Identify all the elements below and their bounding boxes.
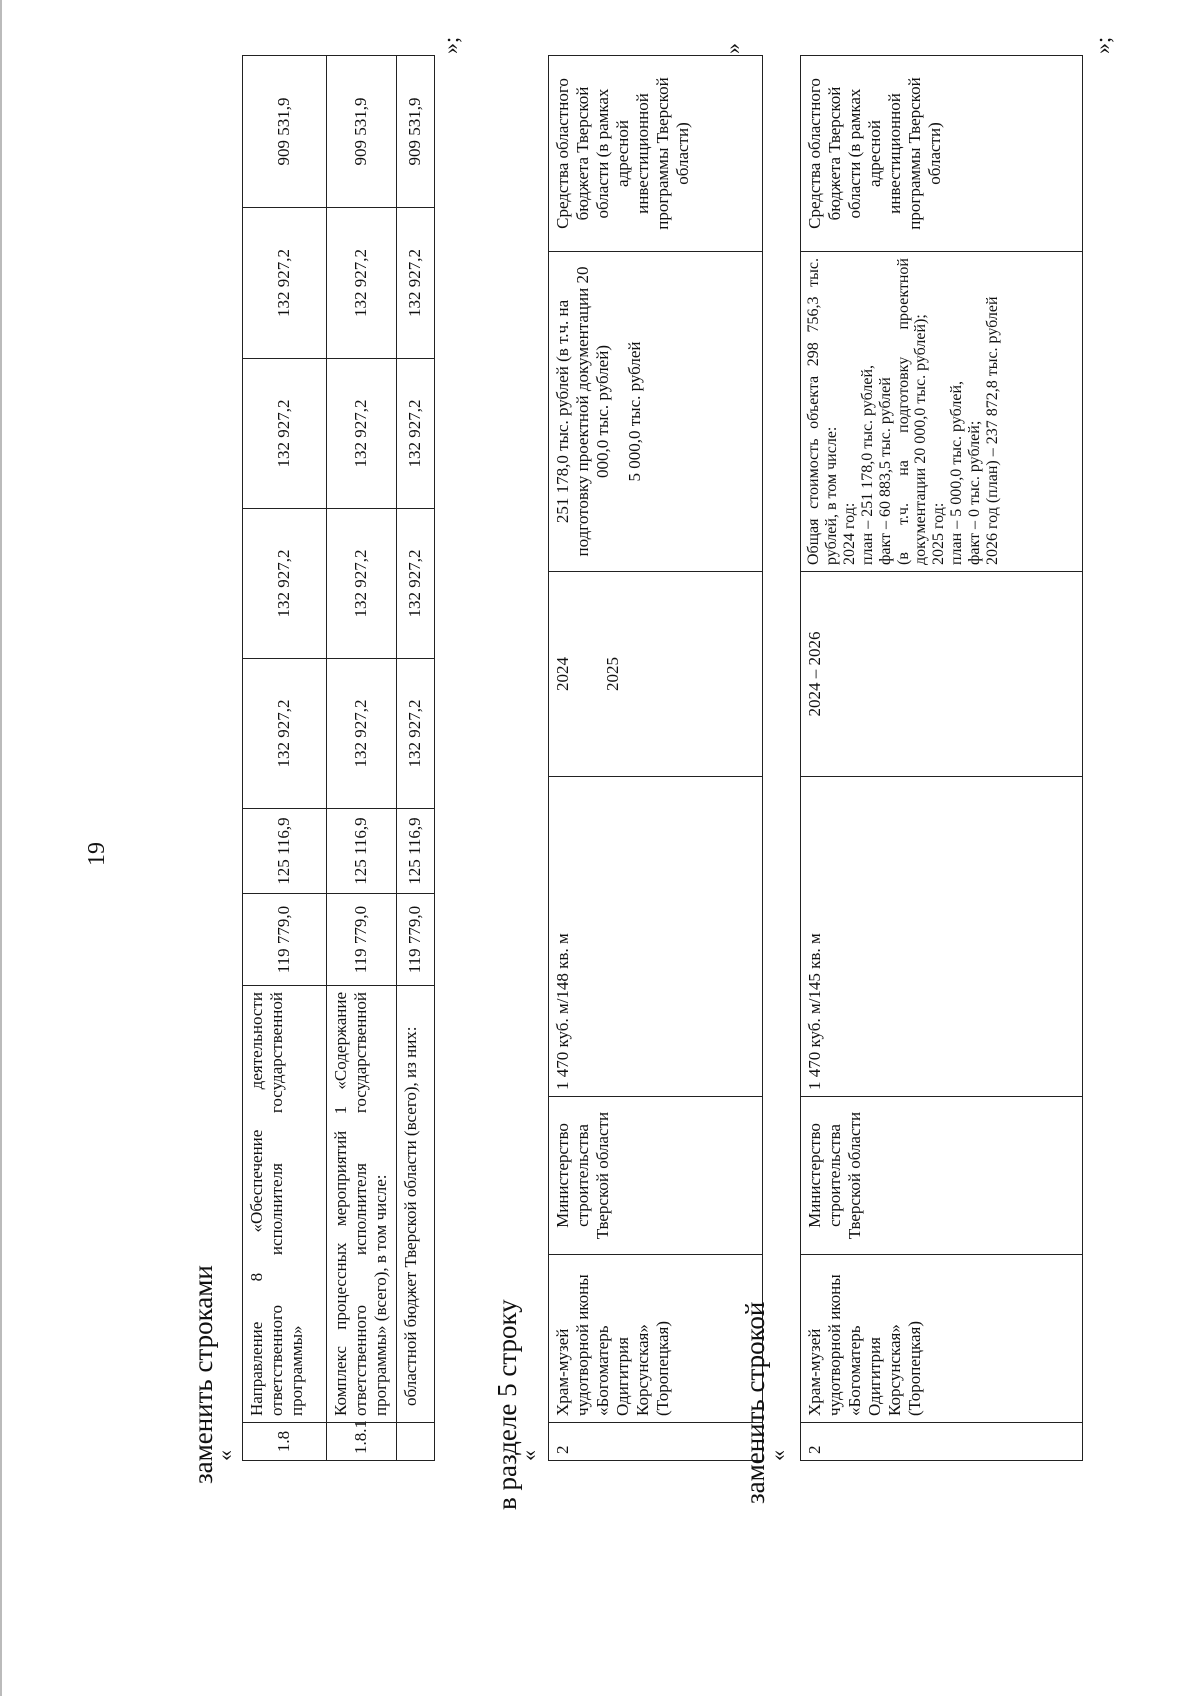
row-number: 1.8 bbox=[243, 1423, 327, 1461]
section1-open-quote: « bbox=[212, 1450, 237, 1461]
cost-breakdown bbox=[801, 252, 1083, 572]
value-cell: 119 779,0 bbox=[243, 894, 327, 986]
capacity: 1 470 куб. м/148 кв. м bbox=[549, 777, 763, 1097]
cost-line: 2025 год: bbox=[930, 502, 948, 565]
value-cell: 132 927,2 bbox=[327, 509, 397, 659]
cost-line: (в т.ч. на подготовку проектной документации 20 000,0 тыс. рублей); bbox=[894, 258, 930, 565]
cost-2024: 251 178,0 тыс. рублей (в т.ч. на подготовку проектной документации 20 000,0 тыс. рублей) bbox=[553, 266, 613, 557]
value-cell: 909 531,9 bbox=[243, 56, 327, 208]
section1-table bbox=[242, 55, 435, 1461]
funding-source: Средства областного бюджета Тверской области (в рамках адресной инвестиционной программы Тверской области) bbox=[549, 56, 763, 252]
value-cell: 132 927,2 bbox=[243, 359, 327, 509]
table-row bbox=[801, 56, 1083, 1461]
row-name: областной бюджет Тверской области (всего), из них: bbox=[397, 986, 435, 1423]
scan-edge bbox=[0, 0, 2, 1696]
section3-heading: заменить строкой bbox=[740, 1301, 770, 1504]
years-cell bbox=[549, 572, 763, 777]
row-number bbox=[397, 1423, 435, 1461]
row-number: 1.8.1 bbox=[327, 1423, 397, 1461]
table-row bbox=[397, 56, 435, 1461]
value-cell: 909 531,9 bbox=[327, 56, 397, 208]
value-cell: 132 927,2 bbox=[327, 208, 397, 359]
capacity: 1 470 куб. м/145 кв. м bbox=[801, 777, 1083, 1097]
customer: Министерство строительства Тверской области bbox=[549, 1097, 763, 1255]
section2-table bbox=[548, 55, 763, 1461]
table-row bbox=[243, 56, 327, 1461]
table-row bbox=[549, 56, 763, 1461]
value-cell: 125 116,9 bbox=[397, 809, 435, 894]
customer: Министерство строительства Тверской области bbox=[801, 1097, 1083, 1255]
section1-close-quote: »; bbox=[438, 36, 463, 54]
section2-heading: в разделе 5 строку bbox=[492, 1299, 522, 1510]
section1-heading: заменить строками bbox=[188, 1265, 218, 1484]
row-number: 2 bbox=[801, 1423, 1083, 1461]
cost-2025: 5 000,0 тыс. рублей bbox=[625, 341, 645, 482]
cost-line: 2024 год: bbox=[840, 502, 858, 565]
value-cell: 132 927,2 bbox=[397, 659, 435, 809]
value-cell: 119 779,0 bbox=[397, 894, 435, 986]
section3-open-quote: « bbox=[765, 1450, 790, 1461]
value-cell: 132 927,2 bbox=[243, 509, 327, 659]
section2-close-quote: » bbox=[720, 43, 745, 54]
value-cell: 119 779,0 bbox=[327, 894, 397, 986]
value-cell: 909 531,9 bbox=[397, 56, 435, 208]
value-cell: 132 927,2 bbox=[397, 359, 435, 509]
value-cell: 132 927,2 bbox=[327, 659, 397, 809]
value-cell: 125 116,9 bbox=[243, 809, 327, 894]
value-cell: 132 927,2 bbox=[243, 208, 327, 359]
row-name: Комплекс процессных мероприятий 1 «Содержание ответственного исполнителя государственной программы» (всего), в том числе: bbox=[327, 986, 397, 1423]
page-number: 19 bbox=[84, 842, 110, 866]
section2-open-quote: « bbox=[516, 1450, 541, 1461]
cost-line: план – 5 000,0 тыс. рублей, bbox=[948, 380, 966, 565]
value-cell: 132 927,2 bbox=[243, 659, 327, 809]
value-cell: 132 927,2 bbox=[327, 359, 397, 509]
row-number: 2 bbox=[549, 1423, 763, 1461]
table-row bbox=[327, 56, 397, 1461]
section3-close-quote: »; bbox=[1090, 36, 1115, 54]
cost-cell bbox=[549, 252, 763, 572]
cost-line: план – 251 178,0 тыс. рублей, bbox=[858, 364, 876, 565]
years: 2024 – 2026 bbox=[801, 572, 1083, 777]
object-name: Храм-музей чудотворной иконы «Богоматерь Одигитрия Корсунская» (Торопецкая) bbox=[549, 1255, 763, 1423]
value-cell: 125 116,9 bbox=[327, 809, 397, 894]
funding-source: Средства областного бюджета Тверской области (в рамках адресной инвестиционной программы Тверской области) bbox=[801, 56, 1083, 252]
value-cell: 132 927,2 bbox=[397, 208, 435, 359]
object-name: Храм-музей чудотворной иконы «Богоматерь Одигитрия Корсунская» (Торопецкая) bbox=[801, 1255, 1083, 1423]
cost-line: факт – 60 883,5 тыс. рублей bbox=[876, 377, 894, 565]
cost-line: факт – 0 тыс. рублей; bbox=[966, 420, 984, 565]
year-2025: 2025 bbox=[603, 657, 623, 691]
value-cell: 132 927,2 bbox=[397, 509, 435, 659]
year-2024: 2024 bbox=[553, 657, 572, 691]
row-name: Направление 8 «Обеспечение деятельности ответственного исполнителя государственной программы» bbox=[243, 986, 327, 1423]
cost-line: 2026 год (план) – 237 872,8 тыс. рублей bbox=[984, 296, 1002, 565]
section3-table bbox=[800, 55, 1083, 1461]
cost-line: Общая стоимость объекта 298 756,3 тыс. рублей, в том числе: bbox=[805, 258, 840, 565]
